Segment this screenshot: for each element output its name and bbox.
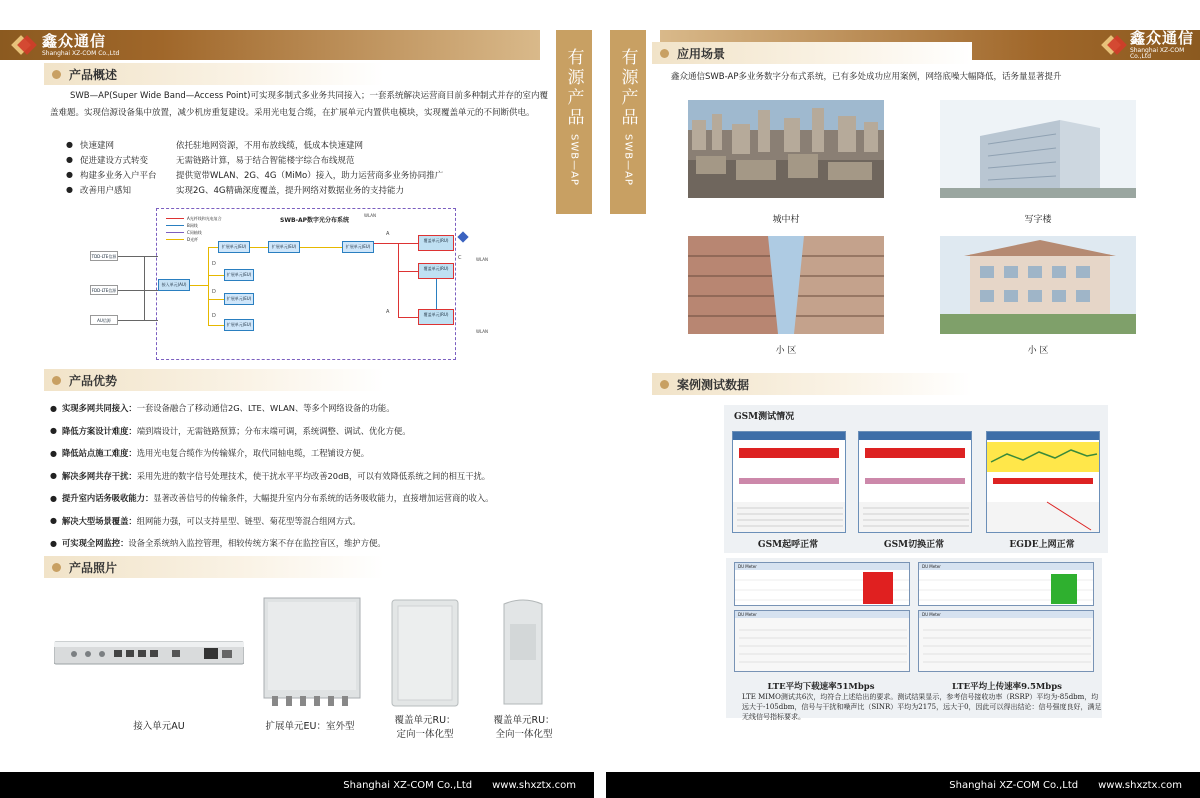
- scene-caption: 小 区: [1027, 346, 1049, 356]
- du-meter-window: DU Meter: [734, 562, 910, 606]
- du-meter-stats: DU Meter: [734, 610, 910, 672]
- footer-url: www.shxztx.com: [1098, 779, 1182, 791]
- advantages-list: [50, 397, 570, 555]
- brand-logo: [14, 30, 119, 60]
- photo-caption: 接入单元AU: [133, 721, 185, 732]
- gsm-caption: EGDE上网正常: [1009, 540, 1075, 550]
- brand-name-en: Shanghai XZ-COM Co.,Ltd: [42, 49, 120, 57]
- brand-name-cn: 鑫众通信: [1129, 28, 1194, 47]
- scene-image-village: [688, 100, 884, 198]
- list-item: ● 构建多业务入户平台 提供宽带WLAN、2G、4G（MiMo）接入，助力运营商多业务协同推广: [66, 170, 444, 181]
- photo-caption: 覆盖单元RU：: [394, 715, 456, 726]
- gsm-screenshot: [858, 431, 972, 533]
- eu-box: 扩展单元(EU): [218, 241, 250, 253]
- list-item: ● 促进建设方式转变 无需链路计算，易于结合智能楼宇综合布线规范: [66, 155, 355, 166]
- list-item: ● 提升室内话务吸收能力： 显著改善信号的传输条件，大幅提升室内分布系统的话务吸收能力，直接增加运营商的收入。: [50, 493, 494, 504]
- footer-company: Shanghai XZ-COM Co.,Ltd: [343, 779, 473, 791]
- bullet-dot-icon: [52, 376, 61, 385]
- ru-box: 覆盖单元(RU): [418, 235, 454, 251]
- section-scenarios-heading: 应用场景: [652, 42, 972, 64]
- side-tab-left: [556, 30, 592, 214]
- lte-description: LTE MIMO测试共6次，均符合上述给出的要求。测试结果显示，参考信号接收功率（RSRP）平均为-85dbm，均远大于-105dbm，信号与干扰和噪声比（SINR）平均为2175，远大于0，因此可以得出结论：信号强度良好，满足无线信号指标要求。: [742, 693, 1102, 721]
- logo-mark-icon: [14, 34, 36, 56]
- scene-caption: 城中村: [772, 215, 800, 225]
- diagram-legend: A光纤线和光电复合 B网线 C同轴线 D光纤: [166, 215, 222, 243]
- du-meter-window: DU Meter: [918, 562, 1094, 606]
- footer-url: www.shxztx.com: [492, 779, 576, 791]
- photo-caption: 覆盖单元RU：: [493, 715, 555, 726]
- ru-box: 覆盖单元(RU): [418, 309, 454, 325]
- side-tab-title: 有源产品: [563, 48, 584, 128]
- scenarios-intro: 鑫众通信SWB-AP多业务数字分布式系统，已有多处成功应用案例，网络底噪大幅降低，话务量显著提升: [671, 72, 1062, 82]
- left-page: [0, 0, 594, 798]
- lte-caption: LTE平均上传速率9.5Mbps: [952, 682, 1062, 692]
- brand-logo: [1104, 30, 1200, 60]
- eu-box: 扩展单元(EU): [342, 241, 374, 253]
- egde-screenshot: [986, 431, 1100, 533]
- side-tab-subtitle: SWB—AP: [568, 134, 580, 186]
- eu-box: 扩展单元(EU): [268, 241, 300, 253]
- gsm-test-panel: [724, 405, 1108, 553]
- eu-box: 扩展单元(EU): [224, 293, 254, 305]
- bullet-dot-icon: [52, 563, 61, 572]
- footer-bar: [0, 772, 594, 798]
- brand-name-en: Shanghai XZ-COM Co.,Ltd: [1129, 46, 1185, 60]
- scene-caption: 小 区: [775, 346, 797, 356]
- section-cases-heading: 案例测试数据: [652, 373, 972, 395]
- right-page: [606, 0, 1200, 798]
- footer-bar: [606, 772, 1200, 798]
- section-advantages-heading: 产品优势: [44, 369, 384, 391]
- ru-omni-image: [498, 596, 548, 710]
- du-meter-stats: DU Meter: [918, 610, 1094, 672]
- au-device-image: [54, 636, 244, 668]
- source-box: TDD-LTE信源: [90, 251, 118, 261]
- list-item: ● 解决大型场景覆盖： 组网能力强，可以支持星型、链型、菊花型等混合组网方式。: [50, 515, 361, 526]
- bullet-dot-icon: [660, 49, 669, 58]
- system-diagram: SWB-AP数字光分布系统 A光纤线和光电复合 B网线 C同轴线 D光纤 TDD-LTE信源 FDD-LTE信源 AU信源 接入单元(AU) 扩展单元(EU) 扩展单元(EU) 扩展单元(EU) 扩展单元(EU) 扩展单元(EU) 扩展单元(EU) 覆盖单元(RU) 覆盖单元(RU) 覆盖单元(RU) A A C D D D WLAN WLAN WLAN: [88, 205, 460, 360]
- list-item: ● 实现多网共同接入： 一套设备融合了移动通信2G、LTE、WLAN、等多个网络设备的功能。: [50, 403, 395, 414]
- side-tab-title: 有源产品: [617, 48, 638, 128]
- footer-company: Shanghai XZ-COM Co.,Ltd: [949, 779, 1079, 791]
- source-box: FDD-LTE信源: [90, 285, 118, 295]
- eu-box: 扩展单元(EU): [224, 269, 254, 281]
- lte-caption: LTE平均下载速率51Mbps: [767, 682, 875, 692]
- photo-caption: 扩展单元EU：室外型: [265, 721, 355, 732]
- eu-box: 扩展单元(EU): [224, 319, 254, 331]
- section-overview-heading: 产品概述: [44, 63, 384, 85]
- bullet-dot-icon: [52, 70, 61, 79]
- eu-device-image: [262, 596, 362, 708]
- scene-caption: 写字楼: [1024, 215, 1052, 225]
- photo-caption: 定向一体化型: [396, 729, 454, 740]
- side-tab-right: [610, 30, 646, 214]
- scene-image-office: [940, 100, 1136, 198]
- list-item: ● 降低方案设计难度： 端到端设计，无需链路预算；分布末端可调，系统调整、调试、优化方便。: [50, 425, 411, 436]
- overview-intro: SWB—AP(Super Wide Band—Access Point)可实现多制式多业务共同接入；一套系统解决运营商目前多种制式并存的室内覆盖难题。实现信源设备集中放置，减少机房重复建设。采用光电复合缆，在扩展单元内置供电模块，实现覆盖单元的不间断供电。: [50, 91, 548, 118]
- section-photos-heading: 产品照片: [44, 556, 384, 578]
- page-gutter: [594, 0, 606, 798]
- list-item: ● 快速建网 依托驻地网资源，不用布放线缆，低成本快速建网: [66, 140, 364, 151]
- list-item: ● 改善用户感知 实现2G、4G精确深度覆盖，提升网络对数据业务的支持能力: [66, 185, 404, 196]
- ru-box: 覆盖单元(RU): [418, 263, 454, 279]
- gsm-caption: GSM起呼正常: [757, 540, 819, 550]
- gsm-title: GSM测试情况: [734, 412, 795, 422]
- au-box: 接入单元(AU): [158, 279, 190, 291]
- bullet-dot-icon: [660, 380, 669, 389]
- photo-caption: 全向一体化型: [495, 729, 553, 740]
- source-box: AU信源: [90, 315, 118, 325]
- list-item: ● 可实现全网监控： 设备全系统纳入监控管理，相较传统方案不存在监控盲区，维护方便。: [50, 538, 386, 549]
- brand-name-cn: 鑫众通信: [42, 31, 107, 50]
- list-item: ● 降低站点施工难度： 选用光电复合缆作为传输媒介，取代同轴电缆，工程铺设方便。: [50, 448, 370, 459]
- gsm-caption: GSM切换正常: [883, 540, 945, 550]
- antenna-icon: [457, 231, 468, 242]
- list-item: ● 解决多网共存干扰： 采用先进的数字信号处理技术，使干扰水平平均改善20dB，可以有效降低系统之间的相互干扰。: [50, 470, 491, 481]
- ru-directional-image: [390, 598, 460, 708]
- feature-list: [66, 137, 526, 197]
- scene-image-residential-2: [940, 236, 1136, 334]
- side-tab-subtitle: SWB—AP: [622, 134, 634, 186]
- diagram-title: SWB-AP数字光分布系统: [280, 217, 350, 224]
- gsm-screenshot: [732, 431, 846, 533]
- logo-mark-icon: [1104, 34, 1124, 56]
- scene-image-residential-1: [688, 236, 884, 334]
